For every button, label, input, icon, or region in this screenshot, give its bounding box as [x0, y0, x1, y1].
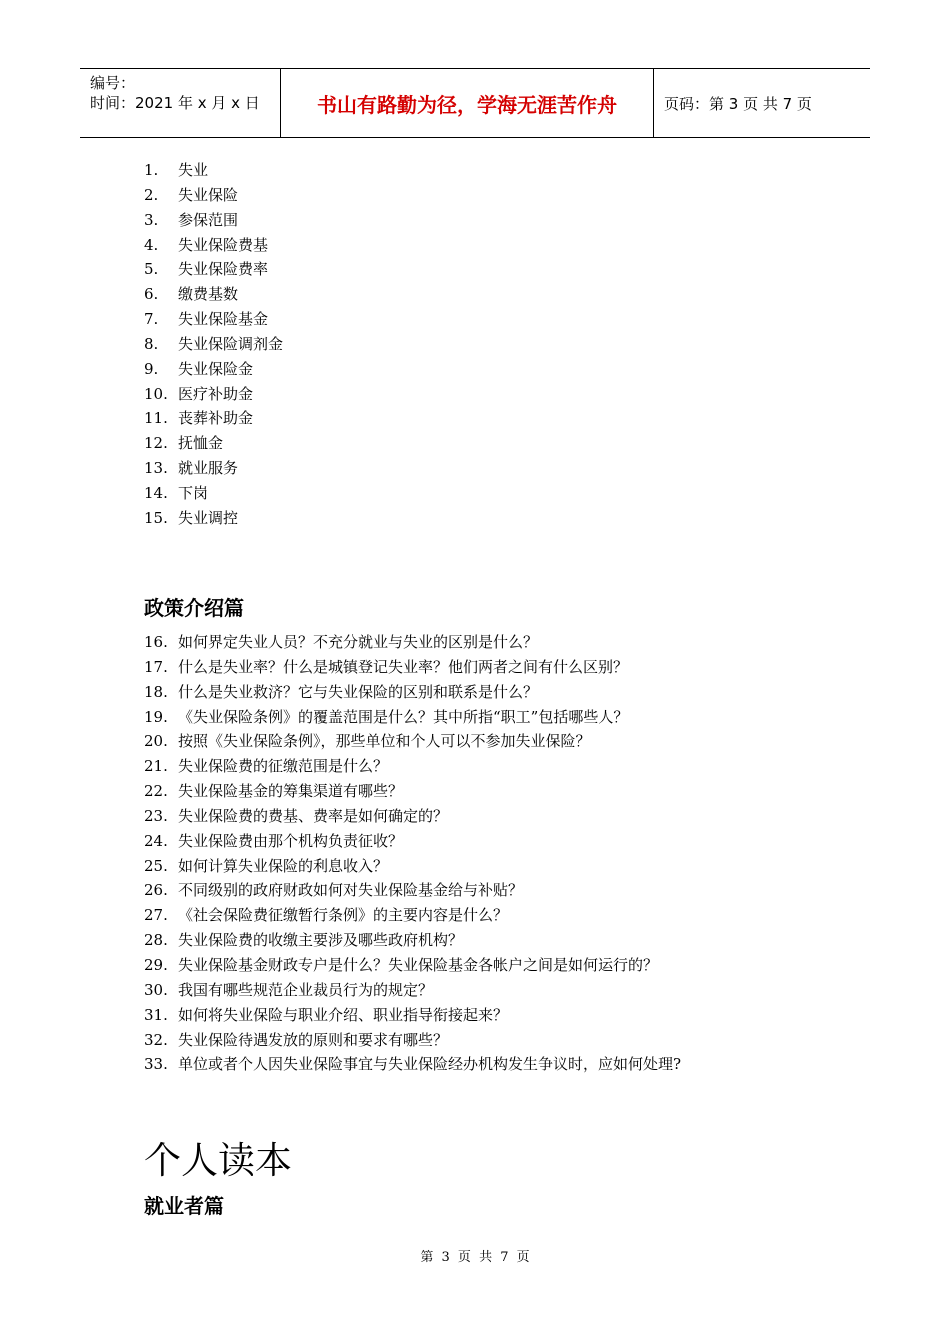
item-number: 26.	[144, 881, 168, 900]
item-number: 16.	[144, 633, 168, 651]
item-text: 《社会保险费征缴暂行条例》的主要内容是什么？	[178, 906, 509, 925]
item-text: 如何界定失业人员？不充分就业与失业的区别是什么？	[178, 633, 539, 651]
item-number: 18.	[144, 682, 168, 701]
item-text: 丧葬补助金	[178, 409, 254, 428]
list-item	[144, 357, 283, 382]
header-motto-cell	[281, 69, 654, 137]
list-item	[144, 233, 283, 258]
item-number: 21.	[144, 757, 168, 776]
list-item	[144, 655, 681, 680]
list-item	[144, 307, 283, 332]
item-number: 11.	[144, 409, 168, 428]
item-number: 12.	[144, 434, 168, 453]
list-item	[144, 506, 283, 531]
item-text: 就业服务	[178, 459, 239, 478]
item-number: 19.	[144, 707, 168, 726]
list-item	[144, 456, 283, 481]
item-number: 6.	[144, 285, 159, 304]
item-text: 什么是失业率？什么是城镇登记失业率？他们两者之间有什么区别？	[178, 657, 629, 676]
item-text: 失业	[178, 161, 209, 179]
list-item	[144, 481, 283, 506]
item-number: 22.	[144, 782, 168, 801]
list-item	[144, 431, 283, 456]
list-item	[144, 754, 681, 779]
list-item	[144, 1003, 681, 1028]
list-item	[144, 183, 283, 208]
list-item	[144, 779, 681, 804]
item-number: 20.	[144, 732, 168, 751]
item-text: 失业保险费率	[178, 260, 269, 279]
item-number: 14.	[144, 483, 168, 502]
list-item	[144, 382, 283, 407]
header-page-cell	[654, 69, 870, 137]
footer-gong: 共	[479, 1250, 493, 1265]
list-item	[144, 1052, 681, 1077]
item-number: 33.	[144, 1055, 168, 1074]
item-text: 失业保险费由那个机构负责征收？	[178, 831, 404, 850]
item-number: 29.	[144, 955, 168, 974]
item-text: 如何计算失业保险的利息收入？	[178, 856, 389, 875]
footer-ye2: 页	[516, 1250, 530, 1265]
list-item	[144, 978, 681, 1003]
item-number: 27.	[144, 906, 168, 925]
list-item	[144, 804, 681, 829]
date-label: 时间：2021 年 x 月 x 日	[90, 94, 260, 112]
footer-di: 第	[420, 1250, 434, 1265]
item-number: 1.	[144, 161, 159, 179]
item-text: 参保范围	[178, 210, 239, 229]
item-text: 我国有哪些规范企业裁员行为的规定？	[178, 980, 434, 999]
item-text: 不同级别的政府财政如何对失业保险基金给与补贴？	[178, 881, 524, 900]
motto-text: 书山有路勤为径，学海无涯苦作舟	[317, 92, 617, 117]
item-text: 《失业保险条例》的覆盖范围是什么？其中所指“职工”包括哪些人？	[178, 707, 629, 726]
item-number: 28.	[144, 931, 168, 950]
item-number: 24.	[144, 831, 168, 850]
employed-heading: 就业者篇	[144, 1194, 224, 1218]
code-label: 编号：	[90, 74, 136, 92]
item-text: 失业保险	[178, 185, 239, 204]
item-number: 4.	[144, 235, 159, 254]
item-text: 医疗补助金	[178, 384, 254, 403]
list-item	[144, 680, 681, 705]
list-item	[144, 854, 681, 879]
item-text: 失业保险金	[178, 359, 254, 378]
item-text: 失业保险基金的筹集渠道有哪些？	[178, 782, 404, 801]
item-text: 下岗	[178, 483, 209, 502]
list-item	[144, 903, 681, 928]
list-item	[144, 406, 283, 431]
item-text: 失业保险费的费基、费率是如何确定的？	[178, 806, 449, 825]
policy-list	[144, 630, 681, 1077]
item-number: 23.	[144, 806, 168, 825]
list-item	[144, 705, 681, 730]
item-text: 如何将失业保险与职业介绍、职业指导衔接起来？	[178, 1005, 509, 1024]
footer-ye: 页	[457, 1250, 471, 1265]
item-text: 失业保险费的征缴范围是什么？	[178, 757, 389, 776]
header-meta-cell	[80, 69, 281, 137]
item-text: 失业保险费基	[178, 235, 269, 254]
item-number: 8.	[144, 334, 159, 353]
list-item	[144, 953, 681, 978]
list-item	[144, 729, 681, 754]
item-text: 什么是失业救济？它与失业保险的区别和联系是什么？	[178, 682, 539, 701]
footer-page-number: 3	[441, 1250, 450, 1265]
item-text: 失业调控	[178, 508, 239, 527]
item-text: 失业保险调剂金	[178, 334, 284, 353]
item-number: 5.	[144, 260, 159, 279]
list-item	[144, 158, 283, 183]
item-number: 13.	[144, 459, 168, 478]
page-header	[80, 68, 870, 138]
item-text: 单位或者个人因失业保险事宜与失业保险经办机构发生争议时，应如何处理?	[178, 1055, 682, 1074]
item-text: 失业保险待遇发放的原则和要求有哪些？	[178, 1030, 449, 1049]
item-number: 31.	[144, 1005, 168, 1024]
list-item	[144, 630, 681, 655]
item-text: 失业保险费的收缴主要涉及哪些政府机构？	[178, 931, 464, 950]
list-item	[144, 257, 283, 282]
item-text: 抚恤金	[178, 434, 224, 453]
policy-heading: 政策介绍篇	[144, 596, 244, 620]
footer-total-pages: 7	[500, 1250, 509, 1265]
item-text: 失业保险基金财政专户是什么？失业保险基金各帐户之间是如何运行的？	[178, 955, 659, 974]
item-number: 10.	[144, 384, 168, 403]
list-item	[144, 1028, 681, 1053]
item-number: 30.	[144, 980, 168, 999]
item-number: 3.	[144, 210, 159, 229]
list-item	[144, 332, 283, 357]
list-item	[144, 208, 283, 233]
page-footer	[0, 1246, 950, 1265]
list-item	[144, 928, 681, 953]
item-text: 失业保险基金	[178, 310, 269, 329]
personal-heading: 个人读本	[144, 1139, 292, 1182]
list-item	[144, 282, 283, 307]
page-info: 页码：第 3 页 共 7 页	[664, 94, 812, 113]
item-text: 缴费基数	[178, 285, 239, 304]
item-text: 按照《失业保险条例》，那些单位和个人可以不参加失业保险？	[178, 732, 591, 751]
item-number: 15.	[144, 508, 168, 527]
item-number: 7.	[144, 310, 159, 329]
item-number: 32.	[144, 1030, 168, 1049]
item-number: 25.	[144, 856, 168, 875]
terms-list	[144, 158, 283, 531]
list-item	[144, 829, 681, 854]
item-number: 9.	[144, 359, 159, 378]
item-number: 17.	[144, 657, 168, 676]
list-item	[144, 878, 681, 903]
item-number: 2.	[144, 185, 159, 204]
